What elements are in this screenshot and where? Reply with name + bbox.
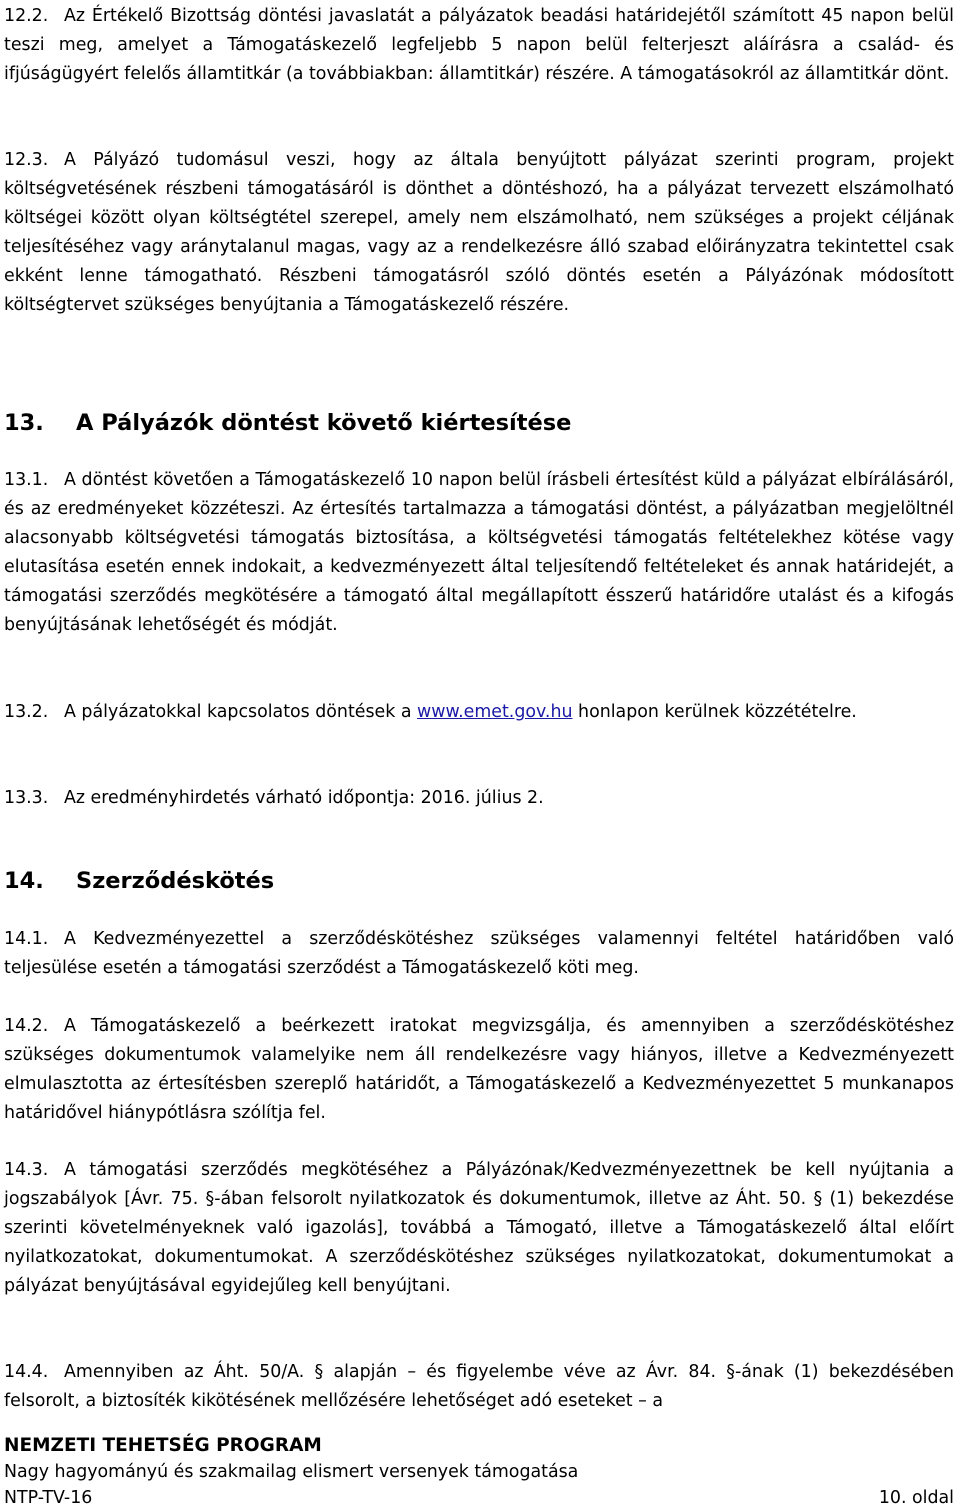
paragraph-number: 14.3. — [4, 1160, 49, 1180]
section-title: Szerződéskötés — [76, 868, 275, 894]
footer-bottom-row — [4, 1485, 954, 1511]
paragraph-text: A támogatási szerződés megkötéséhez a Pályázónak/Kedvezményezettnek be kell nyújtania a jogszabályok [Ávr. 75. §-ában felsorolt nyilatkozatok és dokumentumok, illetve az Áht. 50. § (1) bekezdése szerinti követelményeknek való igazolás], továbbá a Támogató, illetve a Támogatáskezelő által előírt nyilatkozatokat, dokumentumokat. A szerződéskötéshez szükséges nyilatkozatokat, dokumentumokat a pályázat benyújtásával egyidejűleg kell benyújtani. — [4, 1160, 954, 1296]
paragraph-text-after: honlapon kerülnek közzétételre. — [572, 702, 857, 722]
paragraph-text: Az eredményhirdetés várható időpontja: 2016. július 2. — [64, 788, 544, 808]
paragraph-13-1 — [4, 466, 954, 640]
paragraph-14-3 — [4, 1156, 954, 1301]
footer-subtitle: Nagy hagyományú és szakmailag elismert versenyek támogatása — [4, 1462, 579, 1482]
paragraph-number: 14.1. — [4, 929, 49, 949]
paragraph-12-2 — [4, 2, 954, 89]
paragraph-number: 13.1. — [4, 470, 49, 490]
paragraph-14-2 — [4, 1012, 954, 1128]
paragraph-text: A Kedvezményezettel a szerződéskötéshez szükséges valamennyi feltétel határidőben való teljesülése esetén a támogatási szerződést a Támogatáskezelő köti meg. — [4, 929, 954, 978]
paragraph-13-3 — [4, 784, 954, 813]
section-title: A Pályázók döntést követő kiértesítése — [76, 410, 572, 436]
section-heading-14 — [4, 866, 274, 896]
paragraph-text: A döntést követően a Támogatáskezelő 10 napon belül írásbeli értesítést küld a pályázat elbírálásáról, és az eredményeket közzéteszi. Az értesítés tartalmazza a támogatási döntést, a pályázatban megjelöltnél alacsonyabb költségvetési támogatás biztosítása, a költségvetési támogatás feltételekhez kötése vagy elutasítása esetén ennek indokait, a kedvezményezett által teljesítendő feltételeket és annak határidejét, a támogatási szerződés megkötésére a támogató által megállapított ésszerű határidőre utalást és a kifogás benyújtásának lehetőségét és módját. — [4, 470, 954, 635]
paragraph-12-3 — [4, 146, 954, 320]
emet-website-link[interactable]: www.emet.gov.hu — [417, 702, 573, 722]
section-heading-13 — [4, 408, 571, 438]
paragraph-text: A pályázatokkal kapcsolatos döntések a — [64, 702, 418, 722]
paragraph-text: A Pályázó tudomásul veszi, hogy az általa benyújtott pályázat szerinti program, projekt költségvetésének részbeni támogatásáról is dönthet a döntéshozó, ha a pályázat tervezett elszámolható költségei között olyan költségtétel szerepel, amely nem elszámolható, nem szükséges a projekt céljának teljesítéséhez vagy aránytalanul magas, vagy az a rendelkezésre álló szabad előirányzatra tekintettel csak ekként lenne támogatható. Részbeni támogatásról szóló döntés esetén a Pályázónak módosított költségtervet szükséges benyújtania a Támogatáskezelő részére. — [4, 150, 954, 315]
paragraph-text: Amennyiben az Áht. 50/A. § alapján – és figyelembe véve az Ávr. 84. §-ának (1) bekezdésében felsorolt, a biztosíték kikötésének mellőzésére lehetőséget adó eseteket – a — [4, 1362, 954, 1411]
paragraph-number: 13.2. — [4, 702, 49, 722]
paragraph-text: A Támogatáskezelő a beérkezett iratokat megvizsgálja, és amennyiben a szerződéskötéshez szükséges dokumentumok valamelyike nem áll rendelkezésre vagy hiányos, illetve a Kedvezményezett elmulasztotta az értesítésben szereplő határidőt, a Támogatáskezelő a Kedvezményezettet 5 munkanapos határidővel hiánypótlásra szólítja fel. — [4, 1016, 954, 1123]
section-number: 13. — [4, 410, 44, 436]
paragraph-14-1 — [4, 925, 954, 983]
page-number: 10. oldal — [878, 1488, 954, 1508]
paragraph-number: 12.3. — [4, 150, 49, 170]
paragraph-number: 14.4. — [4, 1362, 49, 1382]
paragraph-number: 12.2. — [4, 6, 49, 26]
paragraph-14-4 — [4, 1358, 954, 1416]
paragraph-13-2 — [4, 698, 954, 727]
section-number: 14. — [4, 868, 44, 894]
paragraph-number: 14.2. — [4, 1016, 49, 1036]
footer-program-title: NEMZETI TEHETSÉG PROGRAM — [4, 1435, 322, 1456]
paragraph-text: Az Értékelő Bizottság döntési javaslatát a pályázatok beadási határidejétől számított 45 napon belül teszi meg, amelyet a Támogatáskezelő legfeljebb 5 napon belül felterjeszt aláírásra a család- és ifjúságügyért felelős államtitkár (a továbbiakban: államtitkár) részére. A támogatásokról az államtitkár dönt. — [4, 6, 954, 84]
page-footer — [4, 1433, 954, 1511]
paragraph-number: 13.3. — [4, 788, 49, 808]
footer-code: NTP-TV-16 — [4, 1488, 93, 1508]
